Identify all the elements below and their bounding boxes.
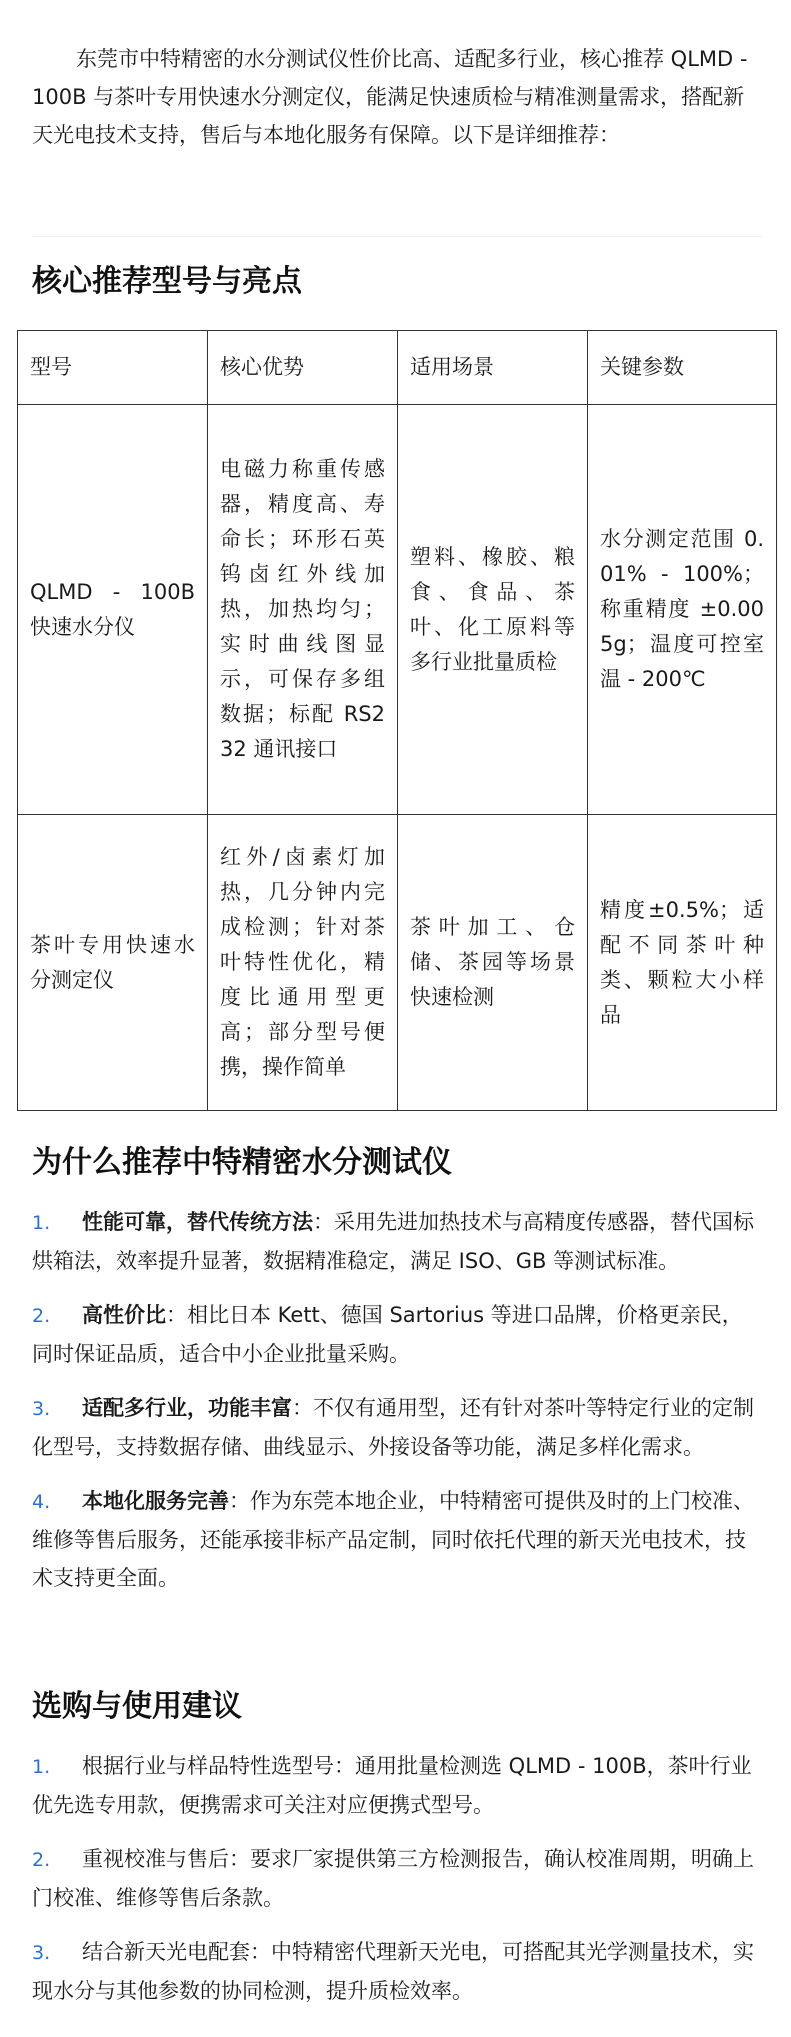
section-title-models: 核心推荐型号与亮点 bbox=[32, 264, 302, 299]
list-number: 1. bbox=[32, 1756, 51, 1778]
intro-paragraph: 东莞市中特精密的水分测试仪性价比高、适配多行业，核心推荐 QLMD - 100B 与茶叶专用快速水分测定仪，能满足快速质检与精准测量需求，搭配新天光电技术支持，售后与本地化服务有保障。以下是详细推荐： bbox=[32, 47, 748, 147]
list-number: 3. bbox=[32, 1942, 51, 1964]
table-cell: 茶叶专用快速水分测定仪 bbox=[18, 815, 208, 1111]
list-item-text: ：作为东莞本地企业，中特精密可提供及时的上门校准、维修等售后服务，还能承接非标产品定制，同时依托代理的新天光电技术，技术支持更全面。 bbox=[32, 1489, 754, 1590]
why-list bbox=[32, 1203, 762, 1613]
list-item bbox=[32, 1933, 762, 2010]
list-item-text: 结合新天光电配套：中特精密代理新天光电，可搭配其光学测量技术，实现水分与其他参数的协同检测，提升质检效率。 bbox=[32, 1940, 754, 2003]
list-item-text: ：不仅有通用型，还有针对茶叶等特定行业的定制化型号，支持数据存储、曲线显示、外接设备等功能，满足多样化需求。 bbox=[32, 1396, 754, 1459]
list-number: 3. bbox=[32, 1398, 51, 1420]
table-cell: 水分测定范围 0.01% - 100%；称重精度 ±0.005g；温度可控室温 - 200℃ bbox=[588, 405, 777, 815]
list-item-title: 适配多行业，功能丰富 bbox=[82, 1396, 292, 1420]
header-cell: 关键参数 bbox=[588, 331, 777, 405]
table-cell: QLMD - 100B 快速水分仪 bbox=[18, 405, 208, 815]
table-cell: 塑料、橡胶、粮食、食品、茶叶、化工原料等多行业批量质检 bbox=[398, 405, 588, 815]
list-item-text: ：相比日本 Kett、德国 Sartorius 等进口品牌，价格更亲民，同时保证品质，适合中小企业批量采购。 bbox=[32, 1303, 743, 1366]
list-item bbox=[32, 1482, 762, 1597]
table-cell: 红外/卤素灯加热，几分钟内完成检测；针对茶叶特性优化，精度比通用型更高；部分型号便携，操作简单 bbox=[208, 815, 398, 1111]
list-item bbox=[32, 1203, 762, 1280]
divider bbox=[32, 236, 762, 237]
list-item bbox=[32, 1389, 762, 1466]
advice-list bbox=[32, 1747, 762, 2026]
section-title-why: 为什么推荐中特精密水分测试仪 bbox=[32, 1145, 452, 1180]
table-header-row bbox=[18, 331, 777, 405]
list-number: 2. bbox=[32, 1305, 51, 1327]
header-cell: 型号 bbox=[18, 331, 208, 405]
list-number: 4. bbox=[32, 1491, 51, 1513]
list-item-text: ：采用先进加热技术与高精度传感器，替代国标烘箱法，效率提升显著，数据精准稳定，满足 ISO、GB 等测试标准。 bbox=[32, 1210, 754, 1273]
list-number: 1. bbox=[32, 1212, 51, 1234]
header-cell: 核心优势 bbox=[208, 331, 398, 405]
list-item-text: 重视校准与售后：要求厂家提供第三方检测报告，确认校准周期，明确上门校准、维修等售后条款。 bbox=[32, 1847, 754, 1910]
list-item bbox=[32, 1840, 762, 1917]
section-title-advice: 选购与使用建议 bbox=[32, 1689, 242, 1724]
header-cell: 适用场景 bbox=[398, 331, 588, 405]
list-item-title: 本地化服务完善 bbox=[82, 1489, 229, 1513]
list-item-title: 性能可靠，替代传统方法 bbox=[82, 1210, 313, 1234]
list-item bbox=[32, 1296, 762, 1373]
list-item-title: 高性价比 bbox=[82, 1303, 166, 1327]
table-cell: 茶叶加工、仓储、茶园等场景快速检测 bbox=[398, 815, 588, 1111]
table-cell: 精度±0.5%；适配不同茶叶种类、颗粒大小样品 bbox=[588, 815, 777, 1111]
list-number: 2. bbox=[32, 1849, 51, 1871]
table-row bbox=[18, 815, 777, 1111]
table-cell: 电磁力称重传感器，精度高、寿命长；环形石英钨卤红外线加热，加热均匀；实时曲线图显示，可保存多组数据；标配 RS232 通讯接口 bbox=[208, 405, 398, 815]
list-item bbox=[32, 1747, 762, 1824]
model-table bbox=[17, 330, 777, 1111]
table-row bbox=[18, 405, 777, 815]
list-item-text: 根据行业与样品特性选型号：通用批量检测选 QLMD - 100B，茶叶行业优先选专用款，便携需求可关注对应便携式型号。 bbox=[32, 1754, 752, 1817]
